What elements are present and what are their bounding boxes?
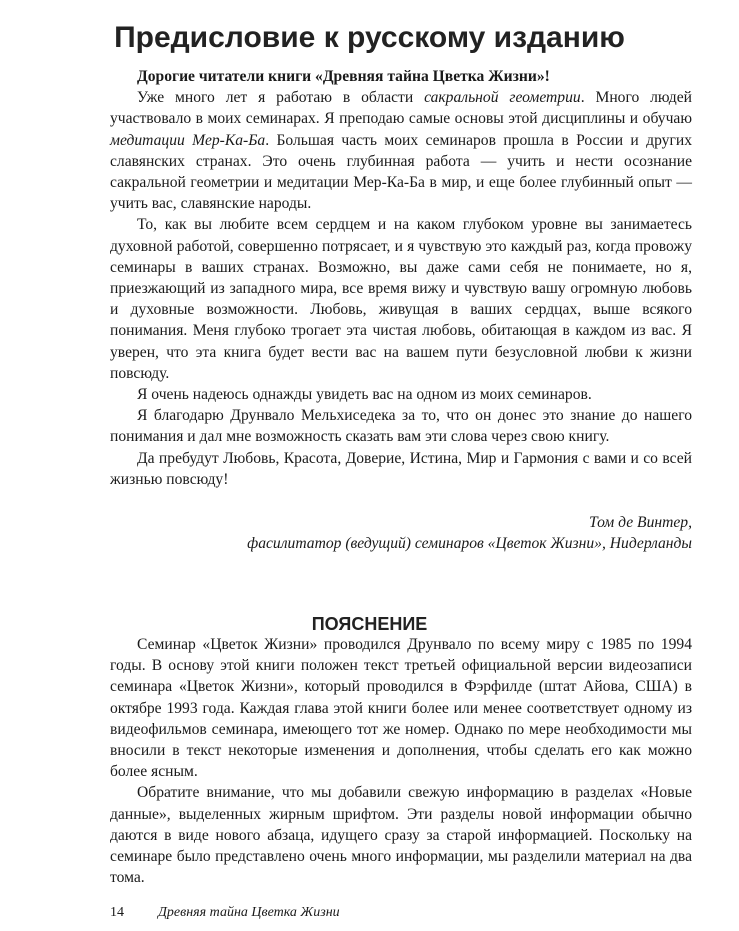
text-run: . Большая часть моих семинаров прошла в России и других славянских странах. Это очень глубинная работа — учить и нести осознание сакральной геометрии и медитации Мер-Ка-Ба в мир, и еще более глубинный опыт — учить вас, славянские народы.	[110, 131, 692, 213]
explanation-paragraph-2: Обратите внимание, что мы добавили свежую информацию в разделах «Новые данные», выделенных жирным шрифтом. Эти разделы новой информации обычно даются в виде нового абзаца, идущего сразу за старой информацией. Поскольку на семинаре было представлено очень много информации, мы разделили материал на два тома.	[110, 784, 692, 887]
page-title: Предисловие к русскому изданию	[114, 21, 625, 55]
text-run: Уже много лет я работаю в области	[137, 89, 425, 107]
salutation: Дорогие читатели книги «Древняя тайна Цветка Жизни»!	[137, 68, 550, 85]
foreword-section	[110, 66, 692, 490]
foreword-paragraph-2: То, как вы любите всем сердцем и на каком глубоком уровне вы занимаетесь духовной работой, совершенно потрясает, и я чувствую это каждый раз, когда провожу семинары в ваших странах. Возможно, вы даже сами себя не понимаете, но я, приезжающий из западного мира, все время вижу и чувствую вашу огромную любовь и духовные возможности. Любовь, живущая в ваших сердцах, выше всякого понимания. Меня глубоко трогает эта чистая любовь, обитающая в каждом из вас. Я уверен, что эта книга будет вести вас на вашем пути безусловной любви к жизни повсюду.	[110, 216, 692, 382]
foreword-paragraph-3: Я очень надеюсь однажды увидеть вас на одном из моих семинаров.	[137, 386, 592, 404]
signature-block	[110, 512, 692, 554]
explanation-paragraph-1: Семинар «Цветок Жизни» проводился Друнвало по всему миру с 1985 по 1994 годы. В основу этой книги положен текст третьей официальной версии видеозаписи семинара «Цветок Жизни», который проводился в Фэрфилде (штат Айова, США) в октябре 1993 года. Каждая глава этой книги более или менее соответствует одному из видеофильмов семинара, имеющего тот же номер. Однако по мере необходимости мы вносили в текст некоторые изменения и дополнения, чтобы сделать его как можно более ясным.	[110, 636, 692, 781]
running-title: Древняя тайна Цветка Жизни	[158, 905, 340, 920]
foreword-paragraph-5: Да пребудут Любовь, Красота, Доверие, Истина, Мир и Гармония с вами и со всей жизнью повсюду!	[110, 449, 692, 488]
text-run: . Много людей участвовало в моих семинарах. Я преподаю самые основы этой дисциплины и обучаю	[110, 89, 692, 128]
explanation-section	[110, 634, 692, 888]
foreword-paragraph-4: Я благодарю Друнвало Мельхиседека за то, что он донес это знание до нашего понимания и дал мне возможность сказать вам эти слова через свою книгу.	[110, 407, 692, 446]
page-number: 14	[110, 905, 124, 920]
foreword-paragraph-1	[110, 87, 692, 214]
signature-role: фасилитатор (ведущий) семинаров «Цветок Жизни», Нидерланды	[247, 535, 692, 553]
signature-name: Том де Винтер,	[589, 514, 692, 531]
page-footer	[110, 904, 340, 922]
section-heading: ПОЯСНЕНИЕ	[311, 613, 428, 634]
emphasis-term: медитации Мер-Ка-Ба	[110, 131, 266, 149]
emphasis-term: сакральной геометрии	[424, 89, 581, 107]
